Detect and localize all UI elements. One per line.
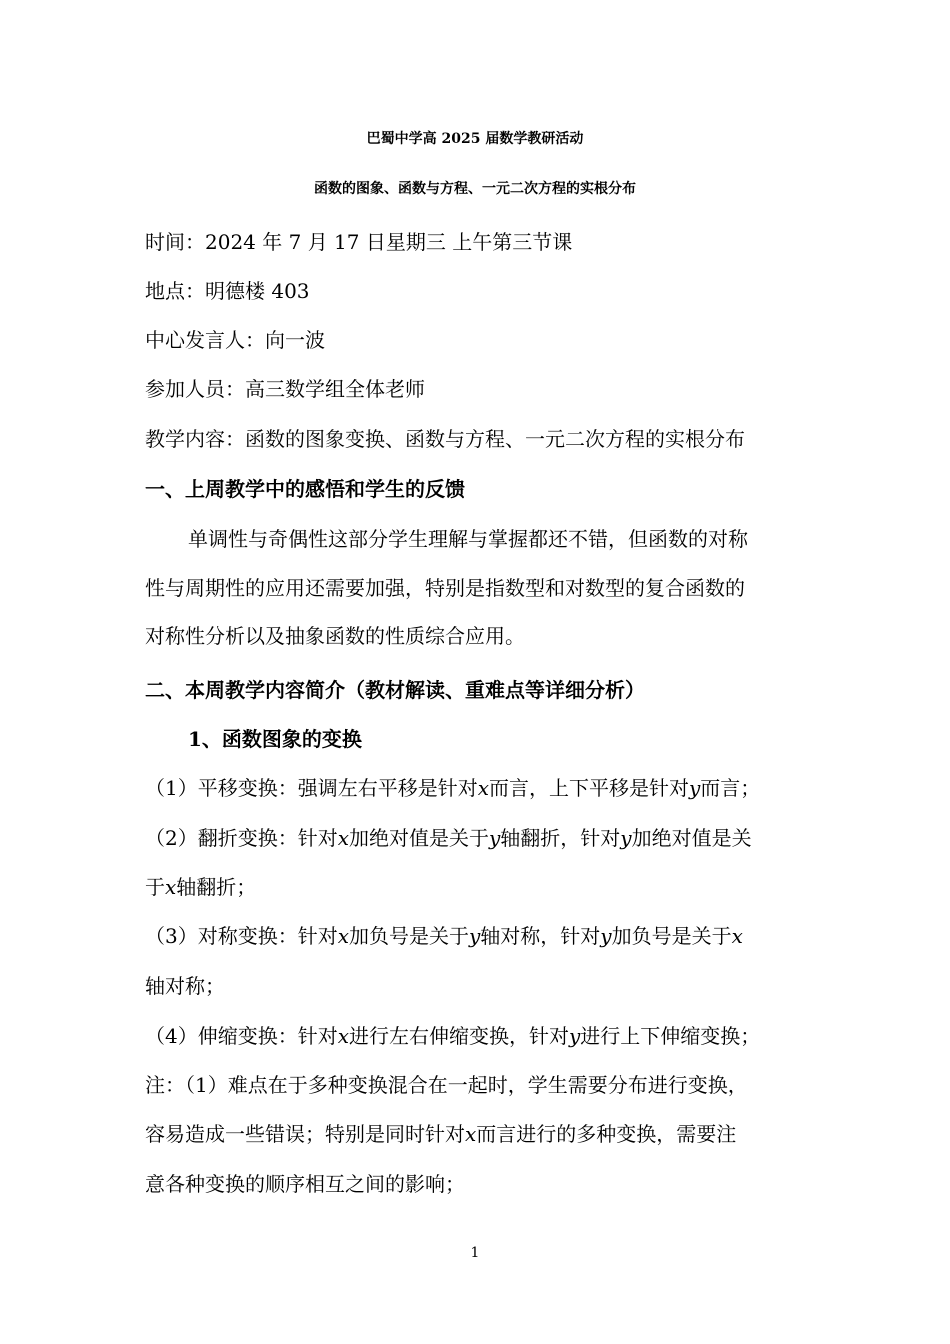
meta-content: 教学内容：函数的图象变换、函数与方程、一元二次方程的实根分布 — [145, 427, 745, 451]
section2-line: （2）翻折变换：针对𝑥加绝对值是关于𝑦轴翻折，针对𝑦加绝对值是关 — [145, 826, 752, 850]
section2-line: 意各种变换的顺序相互之间的影响； — [145, 1172, 465, 1196]
meta-speaker: 中心发言人：向一波 — [145, 328, 325, 352]
section2-line: 于𝑥轴翻折； — [145, 875, 257, 899]
page-number: 1 — [470, 1245, 480, 1261]
section2-line: （1）平移变换：强调左右平移是针对𝑥而言，上下平移是针对𝑦而言； — [145, 776, 761, 800]
section2-subheading: 1、函数图象的变换 — [188, 727, 362, 751]
section2-line: 注：（1）难点在于多种变换混合在一起时，学生需要分布进行变换， — [145, 1073, 748, 1097]
section2-line: 轴对称； — [145, 974, 225, 998]
section1-line: 单调性与奇偶性这部分学生理解与掌握都还不错，但函数的对称 — [188, 527, 748, 551]
section2-line: （3）对称变换：针对𝑥加负号是关于𝑦轴对称，针对𝑦加负号是关于𝑥 — [145, 924, 743, 948]
section2-line: 容易造成一些错误；特别是同时针对𝑥而言进行的多种变换，需要注 — [145, 1122, 737, 1146]
section1-line: 性与周期性的应用还需要加强，特别是指数型和对数型的复合函数的 — [145, 576, 745, 600]
meta-place: 地点：明德楼 403 — [145, 279, 310, 303]
document-subtitle: 函数的图象、函数与方程、一元二次方程的实根分布 — [314, 181, 636, 197]
section2-line: （4）伸缩变换：针对𝑥进行左右伸缩变换，针对𝑦进行上下伸缩变换； — [145, 1024, 761, 1048]
section1-heading: 一、上周教学中的感悟和学生的反馈 — [145, 477, 465, 501]
meta-participants: 参加人员：高三数学组全体老师 — [145, 377, 425, 401]
document-title: 巴蜀中学高 2025 届数学教研活动 — [366, 131, 584, 147]
meta-time: 时间：2024 年 7 月 17 日星期三 上午第三节课 — [145, 230, 573, 254]
section1-line: 对称性分析以及抽象函数的性质综合应用。 — [145, 624, 525, 648]
section2-heading: 二、本周教学内容简介（教材解读、重难点等详细分析） — [145, 678, 645, 702]
